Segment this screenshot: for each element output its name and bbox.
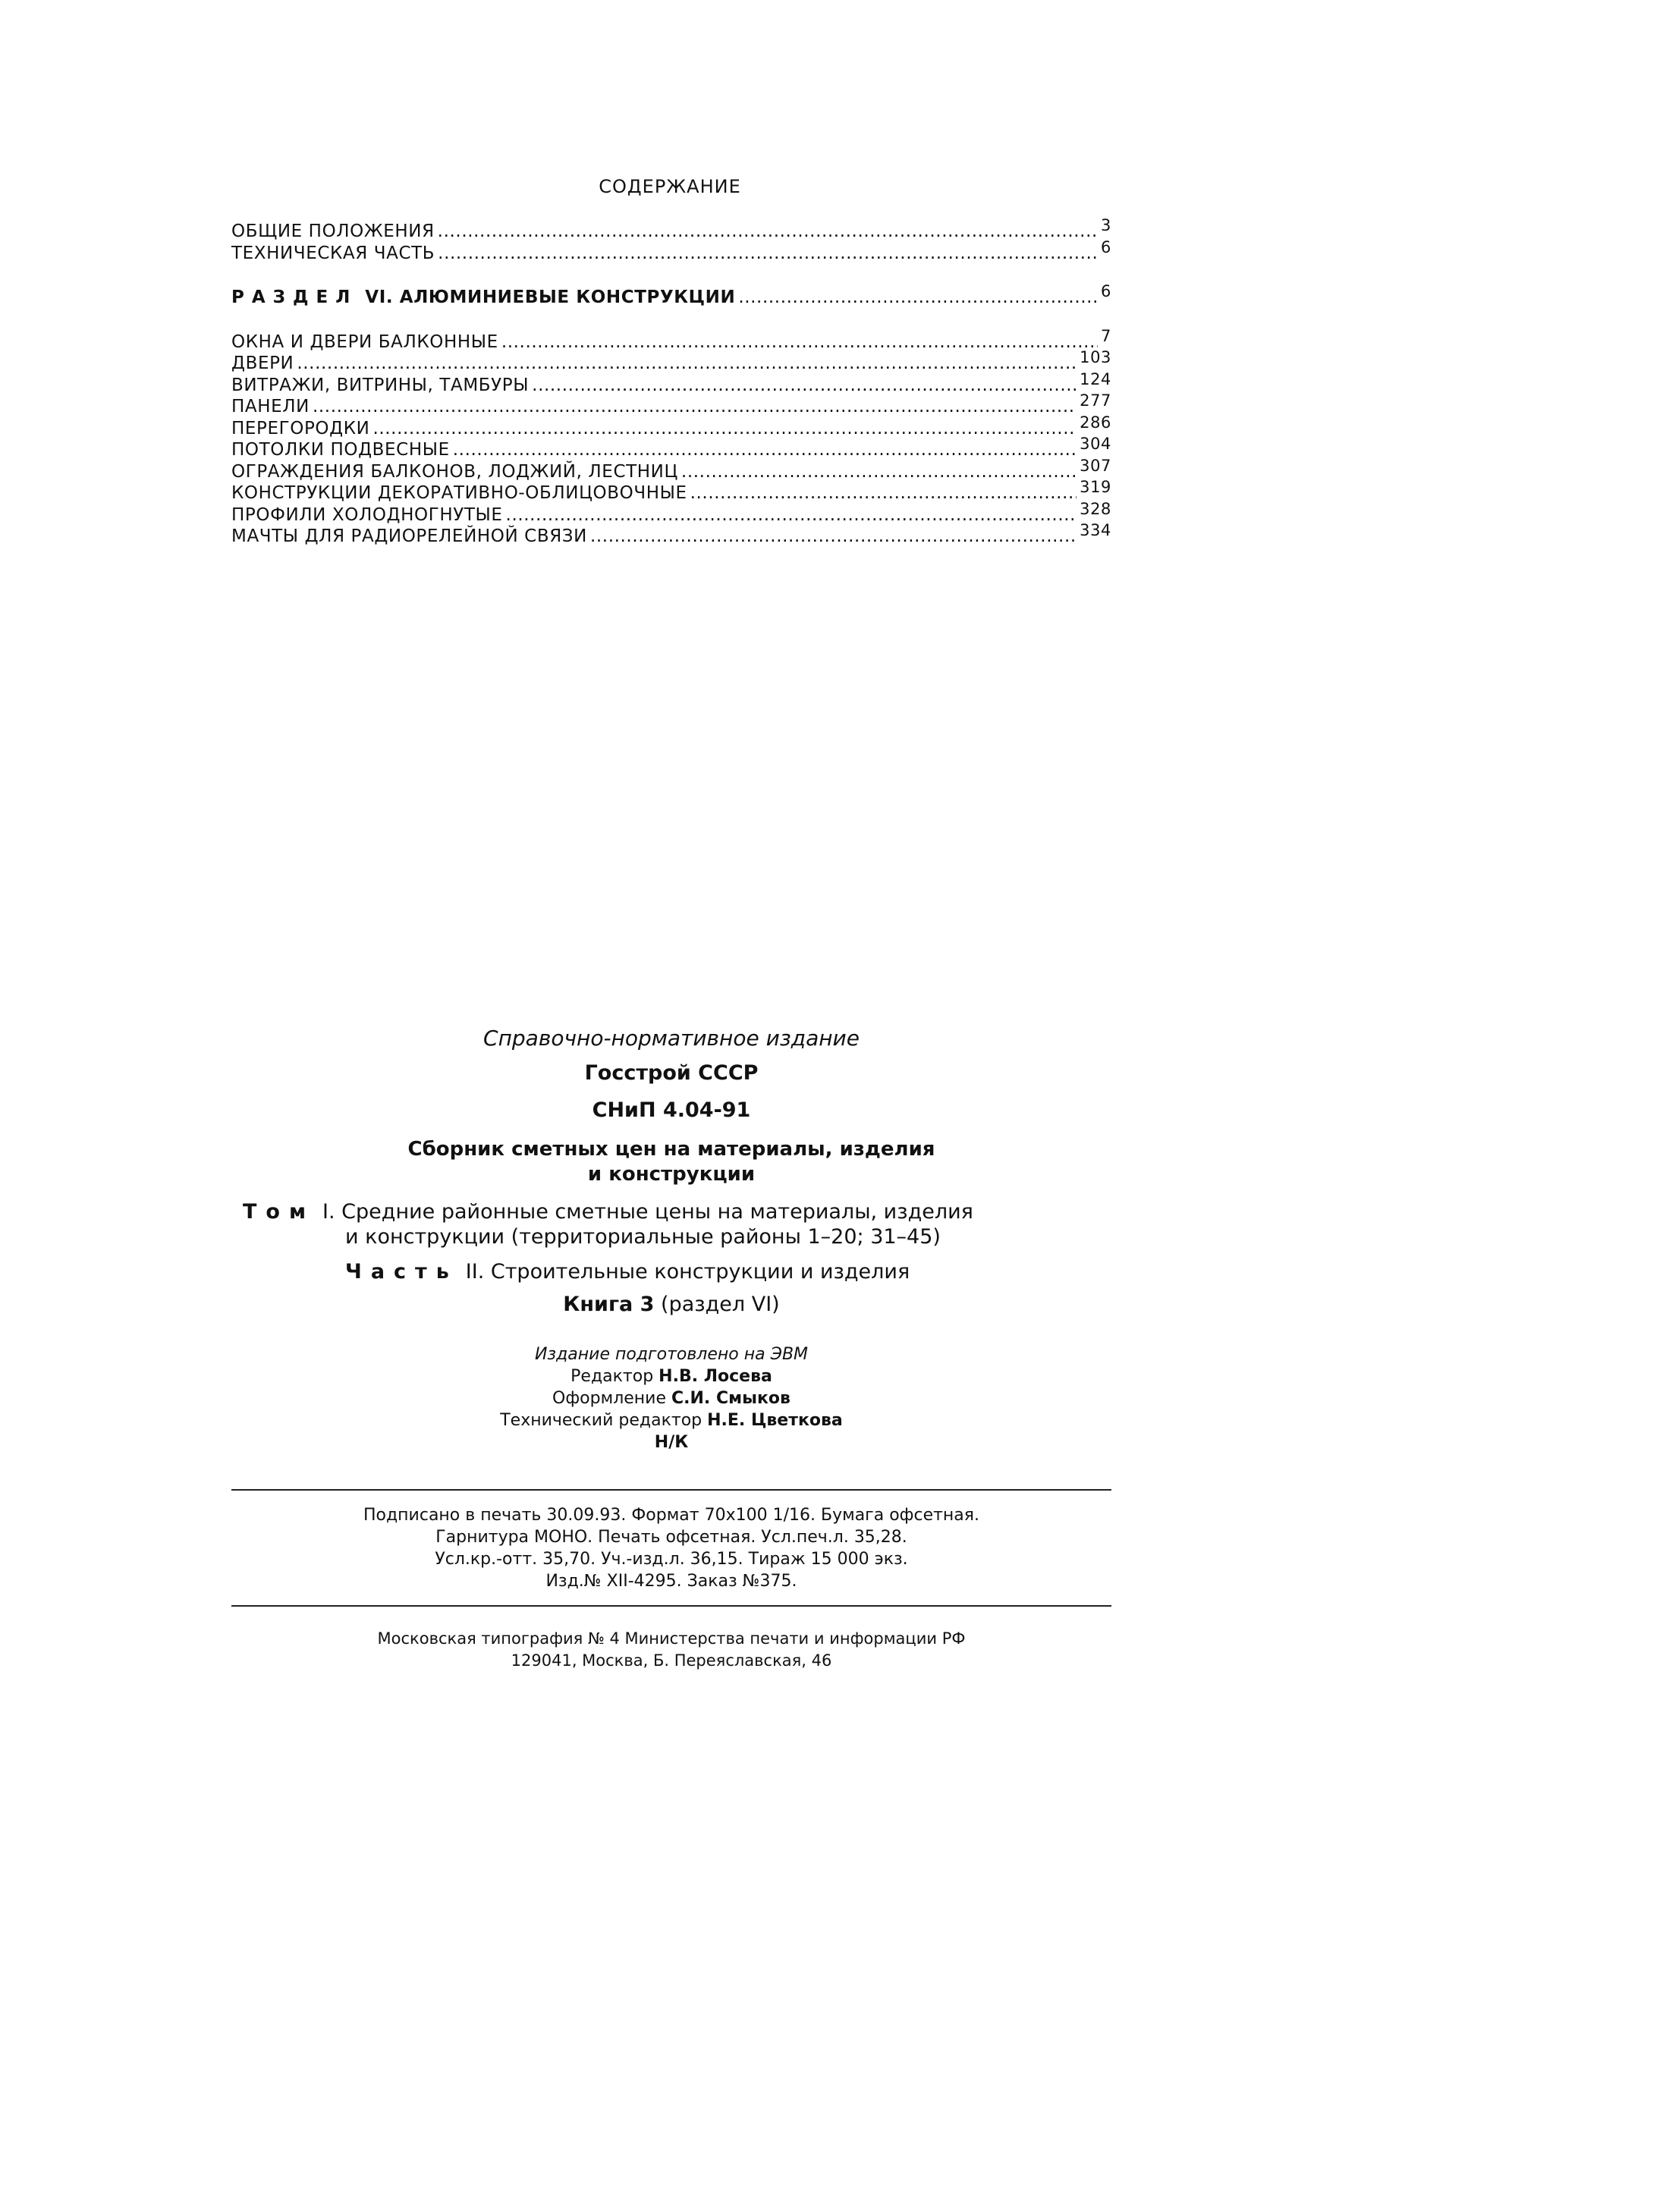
design-name: С.И. Смыков xyxy=(671,1389,790,1408)
chapter-page: 277 xyxy=(1080,391,1111,410)
dot-leader xyxy=(297,353,1077,373)
tech-editor-credit xyxy=(231,1409,1111,1431)
dot-leader xyxy=(681,462,1077,482)
chapter-label: КОНСТРУКЦИИ ДЕКОРАТИВНО-ОБЛИЦОВОЧНЫЕ xyxy=(231,483,687,503)
edition-type: Справочно-нормативное издание xyxy=(483,1026,860,1051)
toc-chapter xyxy=(231,348,1111,375)
dot-leader xyxy=(506,505,1077,525)
toc-chapter xyxy=(231,391,1111,419)
volume-prefix: Том xyxy=(243,1200,316,1224)
toc-chapter xyxy=(231,369,1111,397)
dot-leader xyxy=(590,526,1077,546)
dot-leader xyxy=(453,440,1077,460)
dot-leader xyxy=(501,332,1098,352)
part-prefix: Часть xyxy=(345,1260,458,1284)
credits-code: Н/К xyxy=(654,1433,689,1452)
toc-chapter xyxy=(231,435,1111,462)
chapter-label: ОКНА И ДВЕРИ БАЛКОННЫЕ xyxy=(231,331,498,352)
toc-chapter xyxy=(231,478,1111,505)
dot-leader xyxy=(438,244,1098,263)
typography-info xyxy=(231,1628,1111,1672)
chapter-label: ПОТОЛКИ ПОДВЕСНЫЕ xyxy=(231,440,450,460)
typography-line: 129041, Москва, Б. Переяславская, 46 xyxy=(511,1651,832,1670)
credits xyxy=(231,1343,1111,1453)
toc-item xyxy=(231,216,1111,244)
editor-role: Редактор xyxy=(570,1367,654,1386)
toc-item-label: ТЕХНИЧЕСКАЯ ЧАСТЬ xyxy=(231,243,435,263)
chapter-page: 334 xyxy=(1080,521,1111,539)
chapter-page: 307 xyxy=(1080,456,1111,475)
part-text: II. Строительные конструкции и изделия xyxy=(465,1260,910,1284)
print-line: Усл.кр.-отт. 35,70. Уч.-изд.л. 36,15. Тираж 15 000 экз. xyxy=(435,1550,908,1569)
volume-info xyxy=(231,1199,1111,1249)
toc-item-page: 3 xyxy=(1101,216,1111,234)
design-role: Оформление xyxy=(552,1389,667,1408)
toc-chapter xyxy=(231,521,1111,548)
dot-leader xyxy=(372,419,1077,438)
divider xyxy=(231,1605,1111,1607)
design-credit xyxy=(231,1387,1111,1409)
toc-chapter xyxy=(231,456,1111,484)
book-info xyxy=(231,1293,1111,1316)
print-info xyxy=(231,1504,1111,1592)
volume-line: I. Средние районные сметные цены на материалы, изделия xyxy=(322,1200,973,1224)
editor-credit xyxy=(231,1365,1111,1387)
title-line: Сборник сметных цен на материалы, изделия xyxy=(407,1138,935,1161)
volume-line: и конструкции (территориальные районы 1–20; 31–45) xyxy=(345,1225,941,1249)
toc-item-label: ОБЩИЕ ПОЛОЖЕНИЯ xyxy=(231,222,435,241)
chapter-label: ДВЕРИ xyxy=(231,353,294,373)
chapter-label: ОГРАЖДЕНИЯ БАЛКОНОВ, ЛОДЖИЙ, ЛЕСТНИЦ xyxy=(231,461,678,482)
toc-item xyxy=(231,237,1111,266)
document-code: СНиП 4.04-91 xyxy=(592,1098,751,1122)
typography-line: Московская типография № 4 Министерства печати и информации РФ xyxy=(377,1629,966,1648)
chapter-page: 7 xyxy=(1101,326,1111,345)
tech-name: Н.Е. Цветкова xyxy=(707,1411,843,1430)
section-prefix: РАЗДЕЛ xyxy=(231,287,358,307)
part-info xyxy=(231,1260,1111,1284)
chapter-label: ПРОФИЛИ ХОЛОДНОГНУТЫЕ xyxy=(231,504,503,525)
table-of-contents xyxy=(231,216,1111,548)
dot-leader xyxy=(313,397,1077,416)
book-number: Книга 3 xyxy=(563,1293,655,1316)
collection-title xyxy=(231,1137,1111,1187)
toc-chapter xyxy=(231,499,1111,527)
print-line: Подписано в печать 30.09.93. Формат 70x100 1/16. Бумага офсетная. xyxy=(363,1506,980,1525)
editor-name: Н.В. Лосева xyxy=(658,1367,772,1386)
toc-section xyxy=(231,282,1111,309)
chapter-label: ПЕРЕГОРОДКИ xyxy=(231,418,370,438)
chapter-page: 124 xyxy=(1080,369,1111,388)
toc-chapter xyxy=(231,413,1111,441)
toc-item-page: 6 xyxy=(1101,237,1111,256)
print-line: Изд.№ XII-4295. Заказ №375. xyxy=(545,1572,797,1591)
chapter-label: ВИТРАЖИ, ВИТРИНЫ, ТАМБУРЫ xyxy=(231,375,530,395)
toc-chapter xyxy=(231,326,1111,354)
toc-title: СОДЕРЖАНИЕ xyxy=(599,176,741,197)
chapter-page: 103 xyxy=(1080,348,1111,366)
chapter-label: МАЧТЫ ДЛЯ РАДИОРЕЛЕЙНОЙ СВЯЗИ xyxy=(231,526,587,546)
dot-leader xyxy=(532,375,1077,395)
divider xyxy=(231,1489,1111,1491)
section-label: VI. АЛЮМИНИЕВЫЕ КОНСТРУКЦИИ xyxy=(365,287,736,307)
chapter-page: 328 xyxy=(1080,499,1111,518)
title-line: и конструкции xyxy=(587,1163,756,1186)
chapter-page: 304 xyxy=(1080,435,1111,453)
dot-leader xyxy=(738,287,1098,307)
computer-note: Издание подготовлено на ЭВМ xyxy=(534,1345,809,1364)
dot-leader xyxy=(438,222,1098,241)
tech-role: Технический редактор xyxy=(500,1411,702,1430)
section-page: 6 xyxy=(1101,282,1111,300)
publisher: Госстрой СССР xyxy=(584,1061,759,1085)
chapter-page: 286 xyxy=(1080,413,1111,432)
book-section: (раздел VI) xyxy=(654,1293,780,1316)
print-line: Гарнитура МОНО. Печать офсетная. Усл.печ.л. 35,28. xyxy=(435,1528,907,1547)
chapter-page: 319 xyxy=(1080,478,1111,496)
dot-leader xyxy=(690,483,1077,503)
chapter-label: ПАНЕЛИ xyxy=(231,397,310,416)
imprint-block xyxy=(231,1026,1111,1453)
